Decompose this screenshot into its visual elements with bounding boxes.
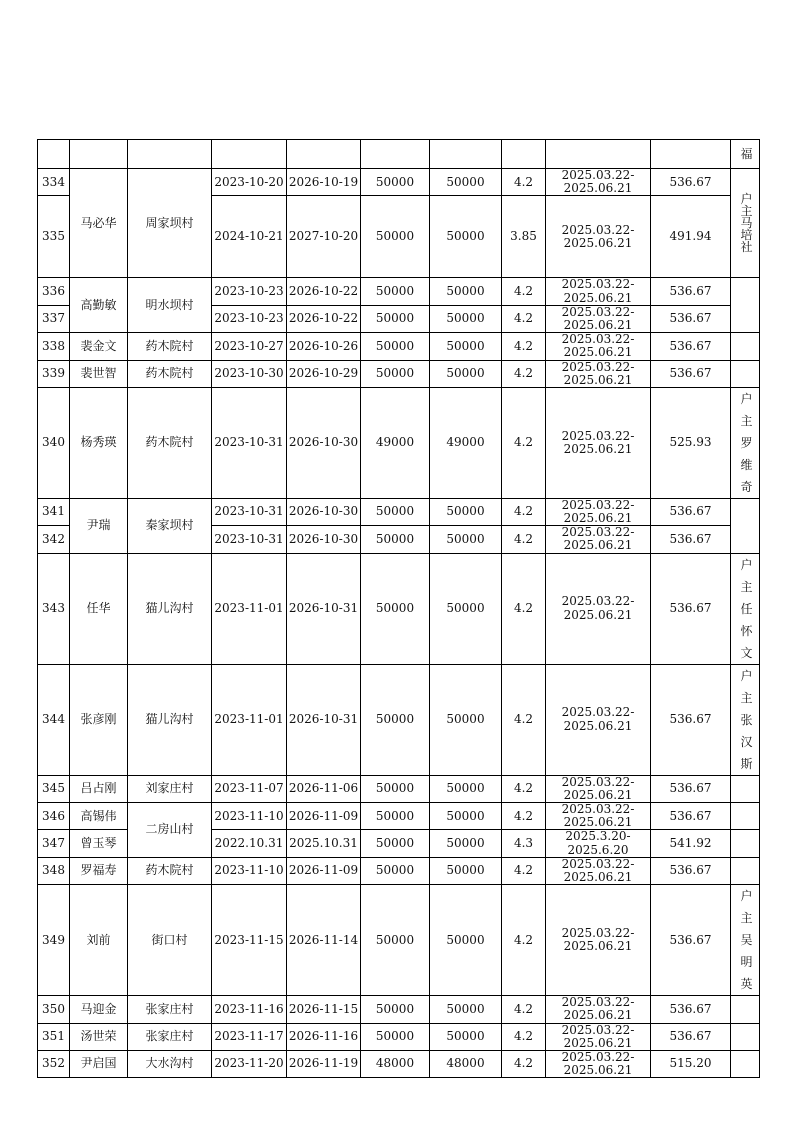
interest-amount: 536.67 (651, 553, 731, 664)
row-number: 350 (38, 996, 70, 1023)
end-date: 2026-11-16 (287, 1023, 361, 1050)
table-row (38, 664, 760, 775)
start-date: 2023-11-01 (212, 553, 287, 664)
interest-rate: 4.2 (502, 857, 546, 884)
remark-cell: 户主张汉斯 (731, 664, 760, 775)
interest-rate: 4.2 (502, 333, 546, 360)
loan-amount: 50000 (361, 885, 430, 996)
interest-base: 50000 (430, 1023, 502, 1050)
borrower-name: 尹瑞 (70, 498, 128, 553)
interest-rate: 3.85 (502, 196, 546, 278)
interest-base: 50000 (430, 775, 502, 802)
start-date: 2023-11-07 (212, 775, 287, 802)
interest-amount: 536.67 (651, 278, 731, 305)
interest-amount: 536.67 (651, 498, 731, 525)
start-date: 2023-10-30 (212, 360, 287, 387)
start-date: 2023-10-31 (212, 526, 287, 553)
row-number: 337 (38, 305, 70, 332)
interest-rate: 4.2 (502, 387, 546, 498)
end-date: 2026-11-09 (287, 857, 361, 884)
borrower-name: 杨秀瑛 (70, 387, 128, 498)
interest-amount: 491.94 (651, 196, 731, 278)
loan-amount: 50000 (361, 857, 430, 884)
table-row (38, 803, 760, 830)
borrower-name: 尹启国 (70, 1050, 128, 1077)
interest-base: 50000 (430, 857, 502, 884)
interest-rate: 4.2 (502, 664, 546, 775)
interest-rate: 4.2 (502, 526, 546, 553)
table-row (38, 498, 760, 525)
interest-rate: 4.2 (502, 553, 546, 664)
interest-period: 2025.03.22-2025.06.21 (546, 387, 651, 498)
loan-amount: 50000 (361, 526, 430, 553)
loan-amount: 50000 (361, 775, 430, 802)
remark-cell (731, 1050, 760, 1077)
interest-period: 2025.03.22-2025.06.21 (546, 996, 651, 1023)
remark-cell: 户主任怀文 (731, 553, 760, 664)
village-name: 秦家坝村 (128, 498, 212, 553)
start-date: 2023-11-15 (212, 885, 287, 996)
interest-base: 50000 (430, 360, 502, 387)
row-number: 341 (38, 498, 70, 525)
row-number: 349 (38, 885, 70, 996)
end-date: 2025.10.31 (287, 830, 361, 857)
interest-base: 50000 (430, 664, 502, 775)
borrower-name: 吕占刚 (70, 775, 128, 802)
interest-amount: 536.67 (651, 360, 731, 387)
interest-base: 50000 (430, 996, 502, 1023)
row-number: 339 (38, 360, 70, 387)
start-date: 2023-10-23 (212, 278, 287, 305)
table-row (38, 1050, 760, 1077)
loan-amount: 50000 (361, 169, 430, 196)
village-name: 街口村 (128, 885, 212, 996)
remark-cell (731, 360, 760, 387)
interest-base: 50000 (430, 803, 502, 830)
table-row (38, 1023, 760, 1050)
interest-amount: 536.67 (651, 885, 731, 996)
loan-amount: 50000 (361, 553, 430, 664)
interest-base: 50000 (430, 553, 502, 664)
remark-cell (731, 498, 760, 553)
table-row (38, 169, 760, 196)
interest-period: 2025.03.22-2025.06.21 (546, 885, 651, 996)
village-name: 药木院村 (128, 387, 212, 498)
loan-amount: 49000 (361, 387, 430, 498)
borrower-name: 任华 (70, 553, 128, 664)
row-number: 342 (38, 526, 70, 553)
remark-cell: 户主吴明英 (731, 885, 760, 996)
loan-amount: 50000 (361, 498, 430, 525)
row-number: 346 (38, 803, 70, 830)
interest-period: 2025.3.20-2025.6.20 (546, 830, 651, 857)
end-date: 2026-10-30 (287, 498, 361, 525)
start-date: 2024-10-21 (212, 196, 287, 278)
start-date: 2023-10-31 (212, 498, 287, 525)
remark-cell: 户主马培社 (731, 169, 760, 278)
start-date: 2023-10-23 (212, 305, 287, 332)
interest-base: 50000 (430, 526, 502, 553)
remark-cell (731, 996, 760, 1023)
end-date: 2027-10-20 (287, 196, 361, 278)
interest-base: 50000 (430, 830, 502, 857)
interest-period: 2025.03.22-2025.06.21 (546, 526, 651, 553)
interest-rate: 4.2 (502, 169, 546, 196)
interest-base: 50000 (430, 885, 502, 996)
end-date: 2026-10-29 (287, 360, 361, 387)
interest-period: 2025.03.22-2025.06.21 (546, 498, 651, 525)
end-date: 2026-11-15 (287, 996, 361, 1023)
loan-amount: 50000 (361, 830, 430, 857)
interest-amount: 536.67 (651, 333, 731, 360)
interest-period: 2025.03.22-2025.06.21 (546, 305, 651, 332)
table-row (38, 996, 760, 1023)
interest-base: 50000 (430, 169, 502, 196)
loan-amount: 50000 (361, 803, 430, 830)
remark-cell (731, 830, 760, 857)
interest-rate: 4.2 (502, 1023, 546, 1050)
start-date: 2023-10-20 (212, 169, 287, 196)
interest-period: 2025.03.22-2025.06.21 (546, 1050, 651, 1077)
loan-amount: 50000 (361, 305, 430, 332)
row-number: 344 (38, 664, 70, 775)
interest-period: 2025.03.22-2025.06.21 (546, 196, 651, 278)
interest-amount: 525.93 (651, 387, 731, 498)
interest-base: 50000 (430, 196, 502, 278)
table-row (38, 775, 760, 802)
loan-amount: 48000 (361, 1050, 430, 1077)
interest-period: 2025.03.22-2025.06.21 (546, 803, 651, 830)
borrower-name: 张彦刚 (70, 664, 128, 775)
interest-amount: 515.20 (651, 1050, 731, 1077)
village-name: 药木院村 (128, 333, 212, 360)
interest-rate: 4.2 (502, 885, 546, 996)
interest-period: 2025.03.22-2025.06.21 (546, 278, 651, 305)
remark-cell: 福 (731, 140, 760, 169)
row-number: 343 (38, 553, 70, 664)
interest-rate: 4.2 (502, 360, 546, 387)
village-name: 药木院村 (128, 360, 212, 387)
end-date: 2026-10-31 (287, 664, 361, 775)
interest-amount: 541.92 (651, 830, 731, 857)
interest-rate: 4.2 (502, 996, 546, 1023)
end-date: 2026-10-22 (287, 278, 361, 305)
interest-period: 2025.03.22-2025.06.21 (546, 857, 651, 884)
borrower-name: 高勤敏 (70, 278, 128, 333)
remark-cell (731, 333, 760, 360)
interest-rate: 4.2 (502, 498, 546, 525)
start-date: 2023-11-10 (212, 857, 287, 884)
borrower-name: 罗福寿 (70, 857, 128, 884)
row-number: 345 (38, 775, 70, 802)
interest-period: 2025.03.22-2025.06.21 (546, 1023, 651, 1050)
interest-base: 50000 (430, 278, 502, 305)
end-date: 2026-10-22 (287, 305, 361, 332)
interest-amount: 536.67 (651, 526, 731, 553)
interest-rate: 4.2 (502, 278, 546, 305)
borrower-name: 高锡伟 (70, 803, 128, 830)
loan-amount: 50000 (361, 278, 430, 305)
row-number: 338 (38, 333, 70, 360)
row-number: 340 (38, 387, 70, 498)
remark-cell (731, 1023, 760, 1050)
table-row (38, 885, 760, 996)
interest-base: 50000 (430, 333, 502, 360)
borrower-name: 马必华 (70, 169, 128, 278)
interest-base: 50000 (430, 305, 502, 332)
start-date: 2023-11-17 (212, 1023, 287, 1050)
borrower-name: 曾玉琴 (70, 830, 128, 857)
interest-amount: 536.67 (651, 305, 731, 332)
table-row (38, 333, 760, 360)
row-number: 335 (38, 196, 70, 278)
table-row (38, 387, 760, 498)
row-number: 348 (38, 857, 70, 884)
row-number: 347 (38, 830, 70, 857)
table-row (38, 857, 760, 884)
village-name: 张家庄村 (128, 1023, 212, 1050)
interest-amount: 536.67 (651, 1023, 731, 1050)
interest-period: 2025.03.22-2025.06.21 (546, 169, 651, 196)
interest-rate: 4.2 (502, 305, 546, 332)
end-date: 2026-10-19 (287, 169, 361, 196)
interest-amount: 536.67 (651, 775, 731, 802)
start-date: 2023-11-16 (212, 996, 287, 1023)
loan-amount: 50000 (361, 664, 430, 775)
borrower-name: 裴金文 (70, 333, 128, 360)
end-date: 2026-10-26 (287, 333, 361, 360)
start-date: 2023-10-31 (212, 387, 287, 498)
village-name: 猫儿沟村 (128, 553, 212, 664)
row-number: 351 (38, 1023, 70, 1050)
village-name: 张家庄村 (128, 996, 212, 1023)
interest-base: 50000 (430, 498, 502, 525)
start-date: 2023-11-01 (212, 664, 287, 775)
row-number: 352 (38, 1050, 70, 1077)
borrower-name: 裴世智 (70, 360, 128, 387)
interest-amount: 536.67 (651, 803, 731, 830)
end-date: 2026-10-30 (287, 387, 361, 498)
village-name: 二房山村 (128, 803, 212, 858)
interest-rate: 4.2 (502, 775, 546, 802)
end-date: 2026-11-09 (287, 803, 361, 830)
end-date: 2026-10-30 (287, 526, 361, 553)
remark-cell (731, 857, 760, 884)
start-date: 2022.10.31 (212, 830, 287, 857)
village-name: 大水沟村 (128, 1050, 212, 1077)
start-date: 2023-10-27 (212, 333, 287, 360)
borrower-name: 汤世荣 (70, 1023, 128, 1050)
loan-interest-table (37, 139, 760, 1078)
loan-amount: 50000 (361, 1023, 430, 1050)
interest-rate: 4.3 (502, 830, 546, 857)
interest-rate: 4.2 (502, 803, 546, 830)
interest-amount: 536.67 (651, 996, 731, 1023)
interest-period: 2025.03.22-2025.06.21 (546, 360, 651, 387)
table-row (38, 360, 760, 387)
table-row (38, 278, 760, 305)
end-date: 2026-11-14 (287, 885, 361, 996)
row-number: 336 (38, 278, 70, 305)
end-date: 2026-11-06 (287, 775, 361, 802)
village-name: 刘家庄村 (128, 775, 212, 802)
interest-period: 2025.03.22-2025.06.21 (546, 553, 651, 664)
end-date: 2026-11-19 (287, 1050, 361, 1077)
interest-period: 2025.03.22-2025.06.21 (546, 664, 651, 775)
interest-base: 48000 (430, 1050, 502, 1077)
village-name: 猫儿沟村 (128, 664, 212, 775)
interest-period: 2025.03.22-2025.06.21 (546, 775, 651, 802)
borrower-name: 刘前 (70, 885, 128, 996)
village-name: 药木院村 (128, 857, 212, 884)
table-row (38, 553, 760, 664)
remark-cell (731, 278, 760, 333)
borrower-name: 马迎金 (70, 996, 128, 1023)
start-date: 2023-11-10 (212, 803, 287, 830)
table-row (38, 140, 760, 169)
loan-amount: 50000 (361, 360, 430, 387)
village-name: 明水坝村 (128, 278, 212, 333)
interest-amount: 536.67 (651, 857, 731, 884)
loan-amount: 50000 (361, 333, 430, 360)
loan-amount: 50000 (361, 196, 430, 278)
end-date: 2026-10-31 (287, 553, 361, 664)
row-number: 334 (38, 169, 70, 196)
interest-period: 2025.03.22-2025.06.21 (546, 333, 651, 360)
interest-base: 49000 (430, 387, 502, 498)
village-name: 周家坝村 (128, 169, 212, 278)
remark-cell (731, 775, 760, 802)
interest-amount: 536.67 (651, 169, 731, 196)
remark-cell (731, 803, 760, 830)
loan-amount: 50000 (361, 996, 430, 1023)
interest-rate: 4.2 (502, 1050, 546, 1077)
start-date: 2023-11-20 (212, 1050, 287, 1077)
remark-cell: 户主罗维奇 (731, 387, 760, 498)
interest-amount: 536.67 (651, 664, 731, 775)
